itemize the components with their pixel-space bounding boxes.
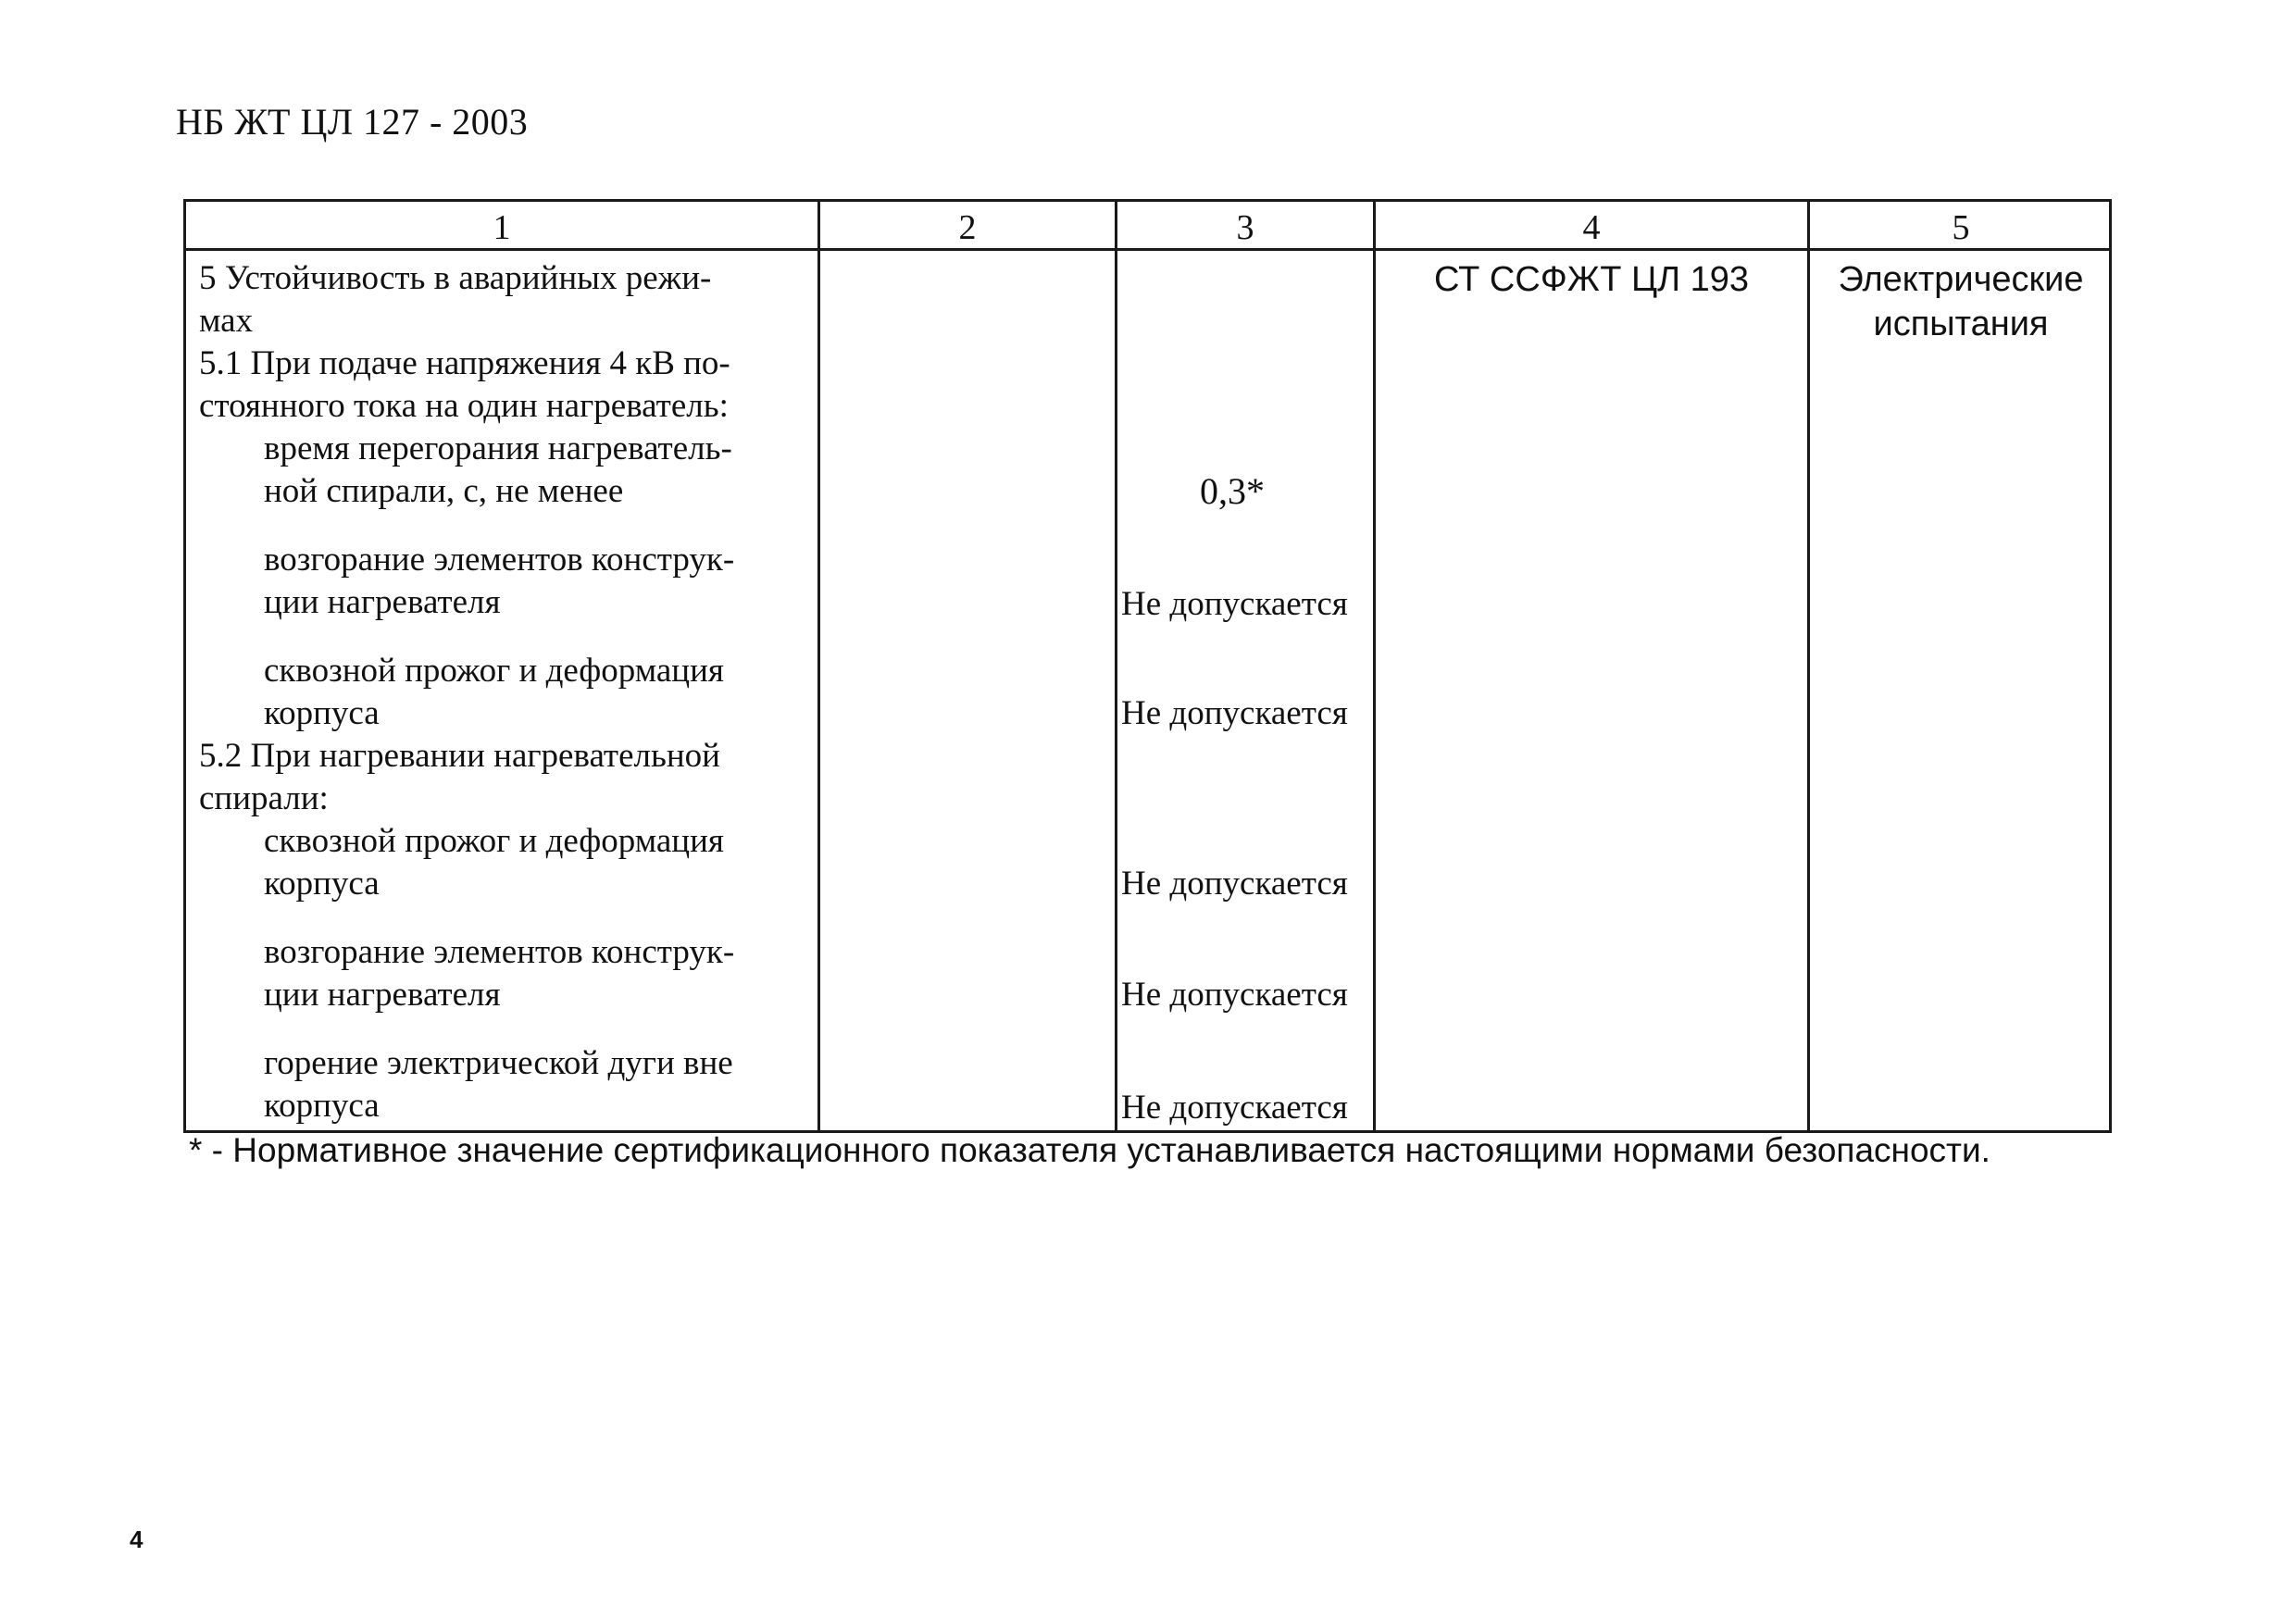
- column-header-4: 4: [1582, 208, 1601, 247]
- requirement-line: сквозной прожог и деформация: [264, 822, 724, 860]
- column-divider: [817, 202, 820, 1130]
- requirements-table: [183, 199, 2112, 1133]
- header-row-divider: [186, 248, 2109, 251]
- column-header-5: 5: [1952, 208, 1970, 247]
- column-header-1: 1: [493, 208, 511, 247]
- requirement-line: возгорание элементов конструк-: [264, 541, 735, 579]
- page-number: 4: [130, 1526, 144, 1553]
- section-heading: 5 Устойчивость в аварийных режи-: [199, 259, 712, 297]
- norm-value: Не допускается: [1121, 865, 1348, 903]
- column-header-3: 3: [1236, 208, 1254, 247]
- test-type-line: испытания: [1873, 305, 2049, 343]
- test-type-line: Электрические: [1838, 260, 2084, 299]
- requirement-line: горение электрической дуги вне: [264, 1044, 733, 1082]
- norm-value: Не допускается: [1121, 976, 1348, 1014]
- section-heading-cont: мах: [199, 302, 254, 340]
- subsection-5-2-cont: спирали:: [199, 779, 329, 817]
- column-divider: [1115, 202, 1117, 1130]
- norm-value: Не допускается: [1121, 585, 1348, 623]
- norm-value: Не допускается: [1121, 1089, 1348, 1127]
- requirement-line: возгорание элементов конструк-: [264, 933, 735, 971]
- document-code: НБ ЖТ ЦЛ 127 - 2003: [176, 101, 529, 143]
- requirement-line: корпуса: [264, 1087, 380, 1125]
- requirement-line: ции нагревателя: [264, 583, 501, 621]
- requirement-line: ной спирали, с, не менее: [264, 472, 624, 510]
- subsection-5-1-cont: стоянного тока на один нагреватель:: [199, 387, 729, 425]
- column-divider: [1373, 202, 1376, 1130]
- subsection-5-2: 5.2 При нагревании нагревательной: [199, 737, 720, 775]
- requirement-line: корпуса: [264, 694, 380, 732]
- requirement-line: ции нагревателя: [264, 976, 501, 1014]
- requirement-line: сквозной прожог и деформация: [264, 652, 724, 690]
- norm-value: 0,3*: [1200, 470, 1265, 512]
- subsection-5-1: 5.1 При подаче напряжения 4 кВ по-: [199, 344, 730, 382]
- column-header-2: 2: [958, 208, 977, 247]
- test-method-standard: СТ ССФЖТ ЦЛ 193: [1433, 260, 1749, 299]
- footnote: * - Нормативное значение сертификационного показателя устанавливается настоящими нормами безопасности.: [189, 1131, 1990, 1169]
- norm-value: Не допускается: [1121, 694, 1348, 732]
- requirement-line: время перегорания нагреватель-: [264, 430, 732, 467]
- requirement-line: корпуса: [264, 865, 380, 903]
